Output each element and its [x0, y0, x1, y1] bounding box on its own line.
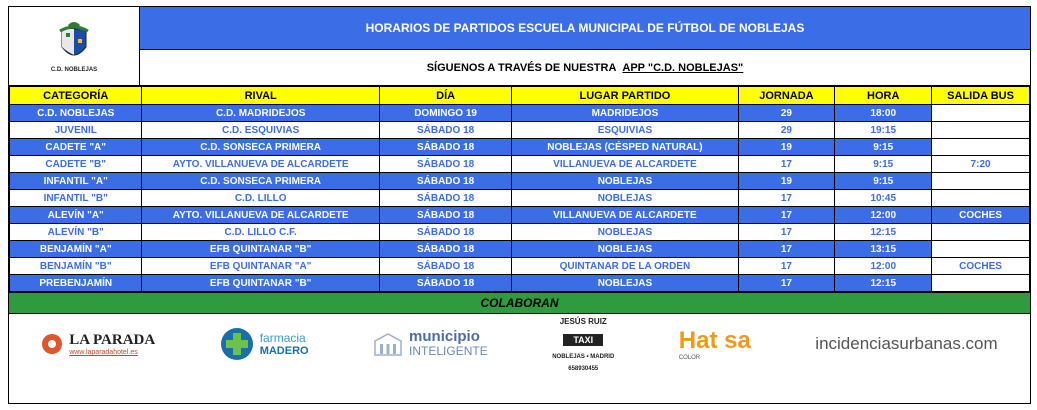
hatysa-name: Hat sa — [678, 327, 751, 354]
table-cell: ESQUIVIAS — [512, 122, 738, 139]
table-cell: 12:00 — [835, 207, 932, 224]
la-parada-logo-icon — [41, 333, 63, 355]
table-row — [10, 190, 1030, 207]
table-cell: C.D. NOBLEJAS — [10, 105, 142, 122]
table-cell — [932, 122, 1030, 139]
table-cell: C.D. SONSECA PRIMERA — [142, 173, 379, 190]
table-header-row — [10, 87, 1030, 105]
table-cell: 12:00 — [835, 258, 932, 275]
schedule-sheet — [8, 6, 1031, 404]
table-cell: SÁBADO 18 — [379, 190, 511, 207]
table-cell: SÁBADO 18 — [379, 258, 511, 275]
table-row — [10, 105, 1030, 122]
table-cell: 12:15 — [835, 224, 932, 241]
table-cell: NOBLEJAS — [512, 190, 738, 207]
col-header: CATEGORÍA — [10, 87, 142, 105]
table-row — [10, 275, 1030, 292]
table-cell: C.D. LILLO C.F. — [142, 224, 379, 241]
header — [9, 7, 1030, 86]
col-header: JORNADA — [738, 87, 835, 105]
app-link[interactable]: APP "C.D. NOBLEJAS" — [622, 61, 744, 74]
table-cell: AYTO. VILLANUEVA DE ALCARDETE — [142, 207, 379, 224]
page-title: HORARIOS DE PARTIDOS ESCUELA MUNICIPAL DE FÚTBOL DE NOBLEJAS — [140, 7, 1030, 49]
table-row — [10, 258, 1030, 275]
sponsor-municipio — [373, 330, 488, 358]
sponsor-farmacia — [220, 327, 309, 361]
sponsor-taxi — [552, 317, 614, 372]
table-cell: CADETE "B" — [10, 156, 142, 173]
col-header: RIVAL — [142, 87, 379, 105]
table-cell: 7:20 — [932, 156, 1030, 173]
sponsor-hatysa — [679, 327, 751, 361]
table-cell — [932, 190, 1030, 207]
table-cell: JUVENIL — [10, 122, 142, 139]
table-cell: SÁBADO 18 — [379, 156, 511, 173]
table-cell: INFANTIL "A" — [10, 173, 142, 190]
table-cell: 17 — [738, 241, 835, 258]
table-cell: NOBLEJAS — [512, 173, 738, 190]
table-cell: 17 — [738, 190, 835, 207]
col-header: SALIDA BUS — [932, 87, 1030, 105]
table-cell: BENJAMÍN "B" — [10, 258, 142, 275]
table-cell: COCHES — [932, 258, 1030, 275]
table-cell: 9:15 — [835, 173, 932, 190]
follow-text: SÍGUENOS A TRAVÉS DE NUESTRA — [426, 61, 617, 74]
col-header: LUGAR PARTIDO — [512, 87, 738, 105]
table-cell: NOBLEJAS — [512, 241, 738, 258]
table-cell: C.D. SONSECA PRIMERA — [142, 139, 379, 156]
club-logo — [9, 7, 140, 85]
collab-label: COLABORAN — [9, 292, 1030, 314]
table-cell: EFB QUINTANAR "B" — [142, 241, 379, 258]
table-cell: 29 — [738, 105, 835, 122]
table-cell: BENJAMÍN "A" — [10, 241, 142, 258]
table-cell — [932, 275, 1030, 292]
table-cell — [932, 105, 1030, 122]
table-cell — [932, 139, 1030, 156]
table-cell: SÁBADO 18 — [379, 207, 511, 224]
table-cell: QUINTANAR DE LA ORDEN — [512, 258, 738, 275]
building-icon — [373, 331, 403, 357]
table-row — [10, 122, 1030, 139]
municipio-bottom: INTELIGENTE — [409, 344, 488, 358]
table-cell — [932, 173, 1030, 190]
table-cell: 29 — [738, 122, 835, 139]
schedule-table — [9, 86, 1030, 292]
table-cell: 17 — [738, 275, 835, 292]
table-cell: ALEVÍN "A" — [10, 207, 142, 224]
taxi-top: JESÚS RUIZ — [559, 316, 607, 326]
taxi-route: NOBLEJAS • MADRID — [552, 353, 615, 360]
hatysa-small: COLOR — [678, 355, 701, 361]
sponsors-row — [9, 314, 1030, 374]
la-parada-url: www.laparadahotel.es — [69, 349, 138, 356]
table-cell: INFANTIL "B" — [10, 190, 142, 207]
col-header: HORA — [835, 87, 932, 105]
table-cell: 18:00 — [835, 105, 932, 122]
table-row — [10, 241, 1030, 258]
table-cell: 13:15 — [835, 241, 932, 258]
table-cell: AYTO. VILLANUEVA DE ALCARDETE — [142, 156, 379, 173]
table-cell: 9:15 — [835, 156, 932, 173]
table-cell: VILLANUEVA DE ALCARDETE — [512, 207, 738, 224]
table-cell: C.D. LILLO — [142, 190, 379, 207]
la-parada-name: LA PARADA — [69, 332, 156, 348]
follow-line — [140, 49, 1030, 85]
table-cell: SÁBADO 18 — [379, 224, 511, 241]
table-cell: 10:45 — [835, 190, 932, 207]
table-cell: EFB QUINTANAR "A" — [142, 258, 379, 275]
table-cell: SÁBADO 18 — [379, 241, 511, 258]
table-cell: 19:15 — [835, 122, 932, 139]
table-cell: C.D. ESQUIVIAS — [142, 122, 379, 139]
table-cell: 19 — [738, 139, 835, 156]
club-label: C.D. NOBLEJAS — [50, 67, 98, 73]
table-row — [10, 224, 1030, 241]
table-cell: 17 — [738, 207, 835, 224]
club-crest-icon — [56, 19, 92, 65]
table-cell: 12:15 — [835, 275, 932, 292]
table-cell: DOMINGO 19 — [379, 105, 511, 122]
taxi-mid: TAXI — [563, 334, 603, 346]
table-cell: NOBLEJAS (CÉSPED NATURAL) — [512, 139, 738, 156]
table-cell: NOBLEJAS — [512, 275, 738, 292]
farmacia-top: farmacia — [259, 330, 306, 345]
table-cell — [932, 224, 1030, 241]
taxi-phone: 658930455 — [568, 365, 599, 372]
table-cell: 9:15 — [835, 139, 932, 156]
table-cell: SÁBADO 18 — [379, 275, 511, 292]
table-cell: COCHES — [932, 207, 1030, 224]
sponsor-la-parada — [41, 332, 155, 356]
table-cell: ALEVÍN "B" — [10, 224, 142, 241]
table-cell: 17 — [738, 258, 835, 275]
table-cell: 17 — [738, 224, 835, 241]
table-cell: PREBENJAMÍN — [10, 275, 142, 292]
table-row — [10, 207, 1030, 224]
table-cell: 19 — [738, 173, 835, 190]
table-cell: SÁBADO 18 — [379, 139, 511, 156]
table-cell: VILLANUEVA DE ALCARDETE — [512, 156, 738, 173]
table-cell: 17 — [738, 156, 835, 173]
table-cell — [932, 241, 1030, 258]
farmacia-name: MADERO — [259, 344, 309, 357]
table-cell: CADETE "A" — [10, 139, 142, 156]
table-row — [10, 156, 1030, 173]
col-header: DÍA — [379, 87, 511, 105]
municipio-top: municipio — [409, 328, 480, 345]
table-cell: NOBLEJAS — [512, 224, 738, 241]
table-cell: EFB QUINTANAR "B" — [142, 275, 379, 292]
sponsor-incidencias: incidenciasurbanas.com — [815, 334, 998, 353]
pharmacy-cross-icon — [220, 327, 254, 361]
table-cell: SÁBADO 18 — [379, 173, 511, 190]
table-row — [10, 139, 1030, 156]
table-cell: MADRIDEJOS — [512, 105, 738, 122]
table-cell: C.D. MADRIDEJOS — [142, 105, 379, 122]
table-row — [10, 173, 1030, 190]
table-cell: SÁBADO 18 — [379, 122, 511, 139]
